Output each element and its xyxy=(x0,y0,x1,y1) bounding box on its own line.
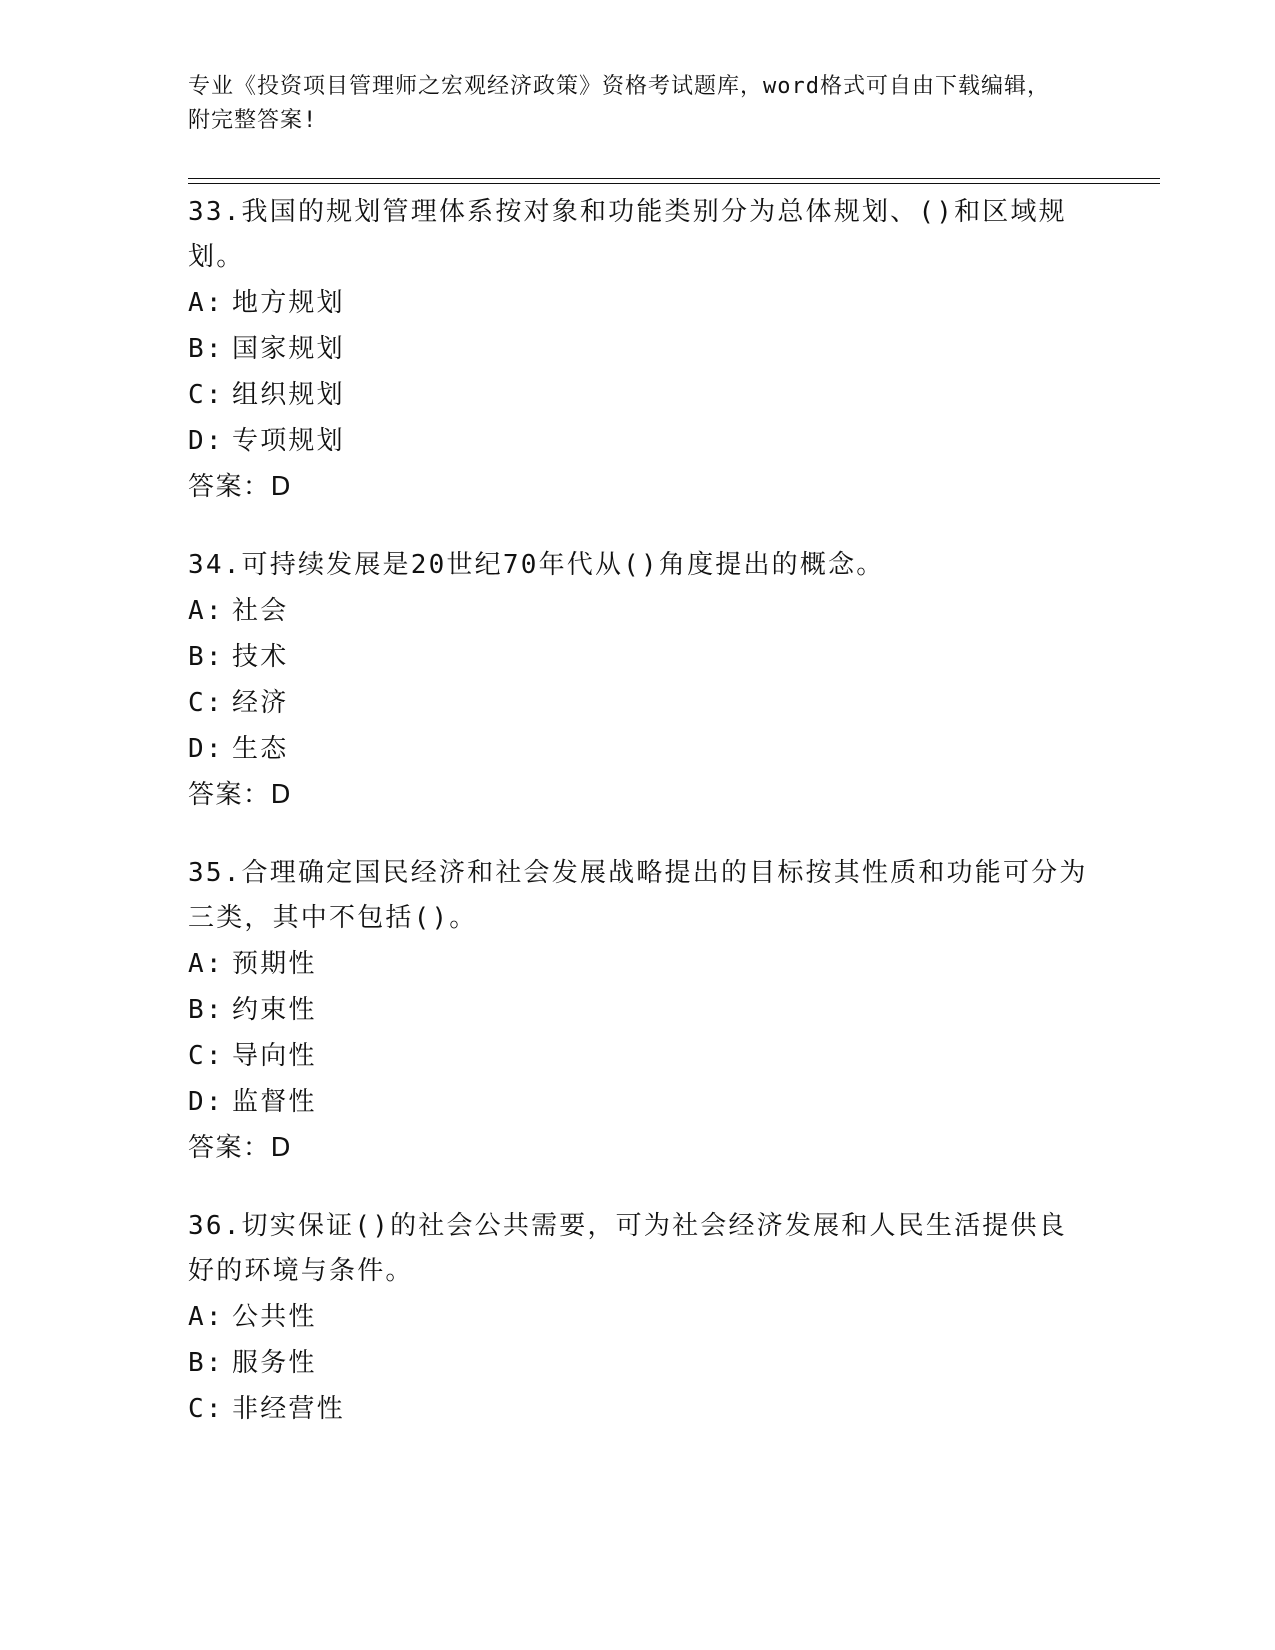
option-text: 非经营性 xyxy=(232,1394,345,1424)
option-letter: D: xyxy=(188,734,224,764)
option-text: 约束性 xyxy=(232,995,317,1025)
option-letter: C: xyxy=(188,688,224,718)
answer-line: 答案：D xyxy=(188,1133,293,1163)
option-letter: B: xyxy=(188,1348,224,1378)
option-d xyxy=(188,726,1088,772)
option-a xyxy=(188,1294,1088,1340)
option-letter: C: xyxy=(188,380,224,410)
option-text: 监督性 xyxy=(232,1087,317,1117)
question-35 xyxy=(188,851,1088,1171)
option-text: 国家规划 xyxy=(232,334,345,364)
question-stem: 34.可持续发展是20世纪70年代从()角度提出的概念。 xyxy=(188,550,885,580)
option-text: 生态 xyxy=(232,734,289,764)
option-letter: D: xyxy=(188,1087,224,1117)
option-text: 预期性 xyxy=(232,949,317,979)
option-text: 社会 xyxy=(232,596,289,626)
option-letter: A: xyxy=(188,596,224,626)
option-text: 导向性 xyxy=(232,1041,317,1071)
option-letter: B: xyxy=(188,334,224,364)
option-a xyxy=(188,941,1088,987)
option-text: 技术 xyxy=(232,642,289,672)
header-divider-bottom xyxy=(188,183,1160,184)
question-stem: 33.我国的规划管理体系按对象和功能类别分为总体规划、()和区域规划。 xyxy=(188,197,1067,272)
option-b xyxy=(188,1340,1088,1386)
option-text: 组织规划 xyxy=(232,380,345,410)
option-b xyxy=(188,634,1088,680)
header-divider-top xyxy=(188,178,1160,179)
option-letter: A: xyxy=(188,288,224,318)
question-34 xyxy=(188,543,1088,818)
option-b xyxy=(188,326,1088,372)
option-letter: A: xyxy=(188,949,224,979)
option-letter: B: xyxy=(188,995,224,1025)
option-letter: C: xyxy=(188,1041,224,1071)
option-c xyxy=(188,1386,1088,1432)
question-36 xyxy=(188,1204,1088,1432)
option-text: 服务性 xyxy=(232,1348,317,1378)
option-letter: B: xyxy=(188,642,224,672)
option-b xyxy=(188,987,1088,1033)
option-letter: D: xyxy=(188,426,224,456)
question-stem: 36.切实保证()的社会公共需要，可为社会经济发展和人民生活提供良好的环境与条件。 xyxy=(188,1211,1067,1286)
option-letter: A: xyxy=(188,1302,224,1332)
option-letter: C: xyxy=(188,1394,224,1424)
question-33 xyxy=(188,190,1088,510)
option-c xyxy=(188,680,1088,726)
option-d xyxy=(188,1079,1088,1125)
question-stem: 35.合理确定国民经济和社会发展战略提出的目标按其性质和功能可分为三类，其中不包括()。 xyxy=(188,858,1088,933)
option-c xyxy=(188,1033,1088,1079)
document-header: 专业《投资项目管理师之宏观经济政策》资格考试题库，word格式可自由下载编辑，附完整答案! xyxy=(188,74,1050,133)
option-c xyxy=(188,372,1088,418)
answer-line: 答案：D xyxy=(188,472,293,502)
option-a xyxy=(188,588,1088,634)
question-list xyxy=(188,190,1088,1465)
option-text: 公共性 xyxy=(232,1302,317,1332)
answer-line: 答案：D xyxy=(188,780,293,810)
option-d xyxy=(188,418,1088,464)
option-a xyxy=(188,280,1088,326)
option-text: 专项规划 xyxy=(232,426,345,456)
option-text: 地方规划 xyxy=(232,288,345,318)
option-text: 经济 xyxy=(232,688,289,718)
